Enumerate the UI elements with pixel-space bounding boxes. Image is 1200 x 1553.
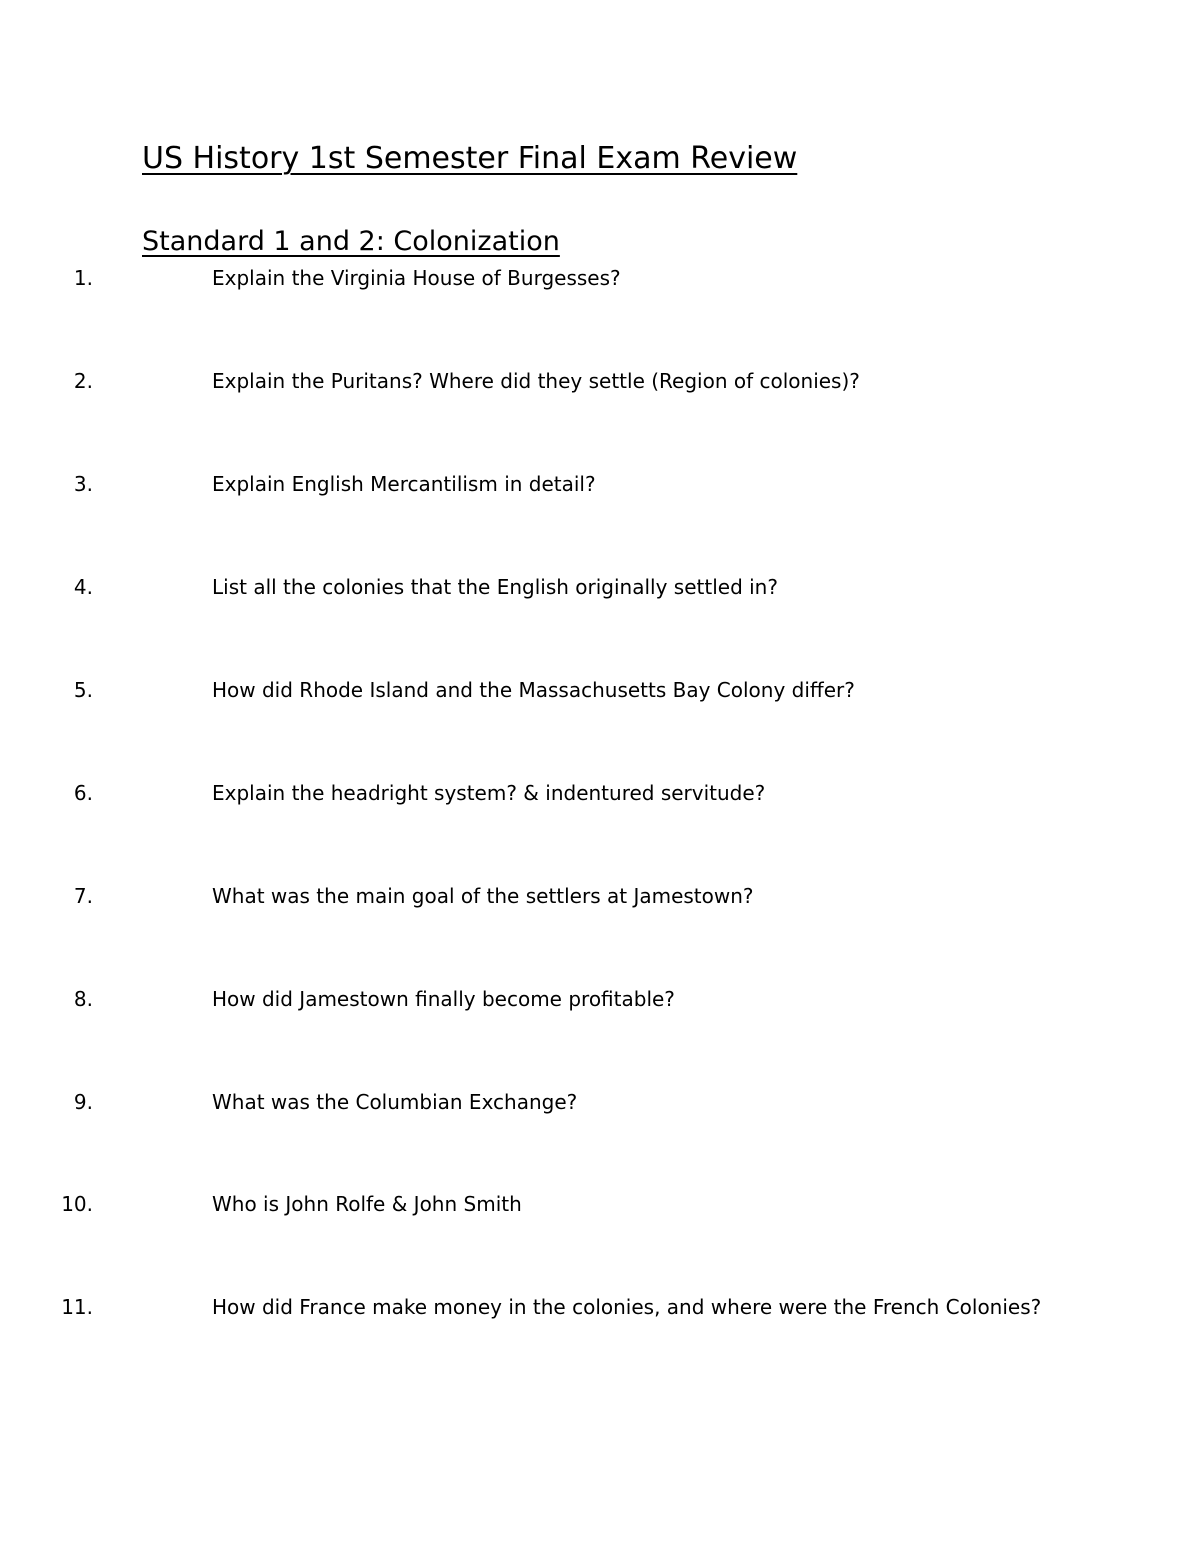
question-number: 11. (61, 1295, 93, 1319)
question-text: What was the Columbian Exchange? (212, 1090, 578, 1114)
question-text: How did Jamestown finally become profitable? (212, 987, 675, 1011)
question-text: How did Rhode Island and the Massachusetts Bay Colony differ? (212, 678, 855, 702)
question-number: 10. (61, 1192, 93, 1216)
question-number: 9. (73, 1090, 93, 1114)
question-number: 7. (73, 884, 93, 908)
question-text: Explain the Virginia House of Burgesses? (212, 266, 621, 290)
question-text: What was the main goal of the settlers at Jamestown? (212, 884, 754, 908)
question-text: Who is John Rolfe & John Smith (212, 1192, 522, 1216)
question-number: 4. (73, 575, 93, 599)
question-number: 2. (73, 369, 93, 393)
question-number: 8. (73, 987, 93, 1011)
question-text: Explain the headright system? & indentured servitude? (212, 781, 766, 805)
question-number: 5. (73, 678, 93, 702)
document-title: US History 1st Semester Final Exam Review (142, 141, 798, 176)
question-number: 1. (73, 266, 93, 290)
question-number: 3. (73, 472, 93, 496)
section-heading: Standard 1 and 2: Colonization (142, 226, 560, 257)
question-text: How did France make money in the colonies, and where were the French Colonies? (212, 1295, 1042, 1319)
question-number: 6. (73, 781, 93, 805)
question-text: Explain English Mercantilism in detail? (212, 472, 596, 496)
question-text: Explain the Puritans? Where did they settle (Region of colonies)? (212, 369, 860, 393)
question-text: List all the colonies that the English originally settled in? (212, 575, 778, 599)
